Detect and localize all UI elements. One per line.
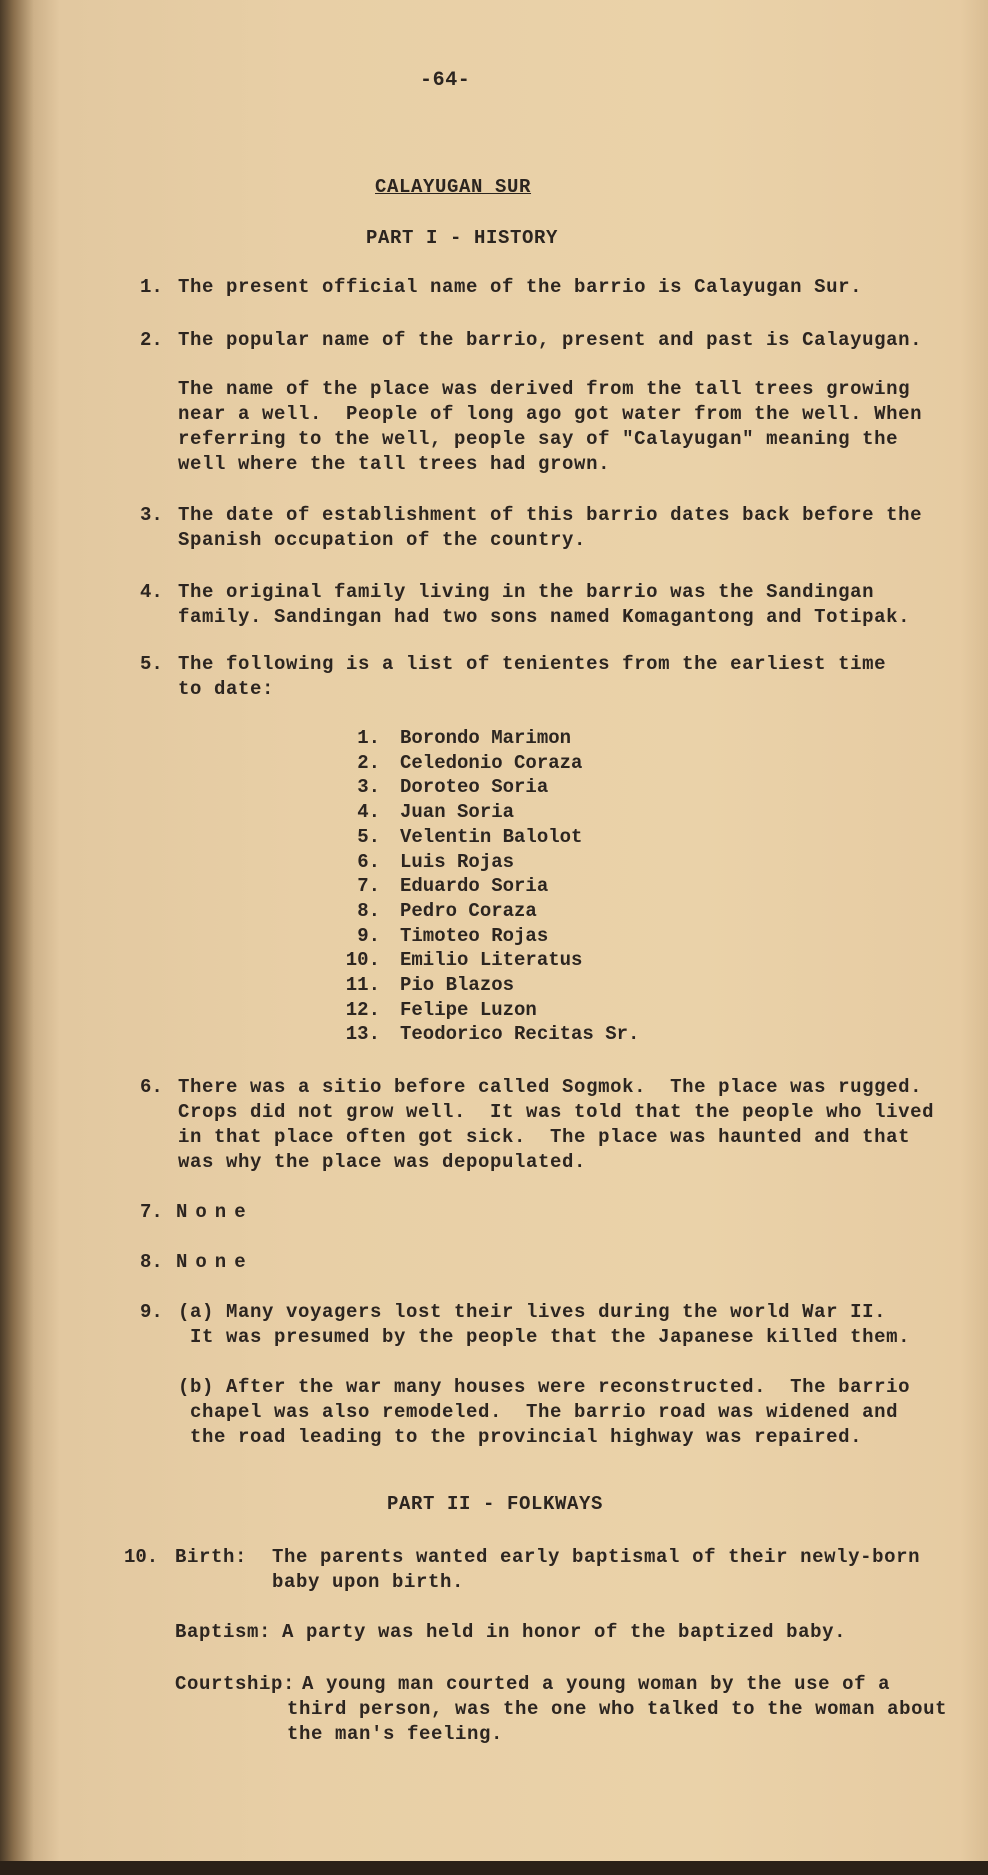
item-number: 6. bbox=[140, 1076, 163, 1098]
birth-line: The parents wanted early baptismal of their newly-born bbox=[272, 1546, 921, 1568]
item-number: 8. bbox=[140, 1251, 163, 1273]
part1-heading: PART I - HISTORY bbox=[366, 227, 559, 249]
teniente-number: 1. bbox=[357, 727, 380, 749]
teniente-name: Doroteo Soria bbox=[400, 776, 549, 798]
teniente-number: 7. bbox=[357, 875, 380, 897]
item3-line: The date of establishment of this barrio dates back before the bbox=[178, 504, 923, 526]
teniente-number: 11. bbox=[345, 974, 380, 996]
item7-text: None bbox=[176, 1201, 254, 1223]
courtship-line: A young man courted a young woman by the use of a bbox=[302, 1673, 891, 1695]
item3-line: Spanish occupation of the country. bbox=[178, 529, 587, 551]
teniente-name: Timoteo Rojas bbox=[400, 925, 549, 947]
item2-para-line: The name of the place was derived from the tall trees growing bbox=[178, 378, 911, 400]
item6-line: in that place often got sick. The place was haunted and that bbox=[178, 1126, 911, 1148]
teniente-number: 4. bbox=[357, 801, 380, 823]
baptism-text: A party was held in honor of the baptized baby. bbox=[282, 1621, 847, 1643]
item-number: 5. bbox=[140, 653, 163, 675]
item6-line: Crops did not grow well. It was told that the people who lived bbox=[178, 1101, 935, 1123]
item2-para-line: well where the tall trees had grown. bbox=[178, 453, 611, 475]
item9b-line: (b) After the war many houses were reconstructed. The barrio bbox=[178, 1376, 911, 1398]
item9b-line: the road leading to the provincial highway was repaired. bbox=[190, 1426, 863, 1448]
teniente-name: Celedonio Coraza bbox=[400, 752, 583, 774]
item-number: 7. bbox=[140, 1201, 163, 1223]
item4-line: family. Sandingan had two sons named Komagantong and Totipak. bbox=[178, 606, 911, 628]
teniente-name: Felipe Luzon bbox=[400, 999, 537, 1021]
teniente-number: 5. bbox=[357, 826, 380, 848]
item-number: 2. bbox=[140, 329, 163, 351]
document-title: CALAYUGAN SUR bbox=[375, 176, 532, 198]
teniente-name: Juan Soria bbox=[400, 801, 515, 823]
teniente-number: 12. bbox=[345, 999, 380, 1021]
teniente-name: Borondo Marimon bbox=[400, 727, 572, 749]
teniente-name: Emilio Literatus bbox=[400, 949, 583, 971]
item9a-line: (a) Many voyagers lost their lives during the world War II. bbox=[178, 1301, 887, 1323]
baptism-label: Baptism: bbox=[175, 1621, 272, 1643]
item4-line: The original family living in the barrio was the Sandingan bbox=[178, 581, 875, 603]
item5-line: to date: bbox=[178, 678, 275, 700]
item-number: 10. bbox=[124, 1546, 159, 1568]
courtship-line: the man's feeling. bbox=[287, 1723, 504, 1745]
teniente-number: 8. bbox=[357, 900, 380, 922]
teniente-name: Teodorico Recitas Sr. bbox=[400, 1023, 640, 1045]
courtship-line: third person, was the one who talked to the woman about bbox=[287, 1698, 948, 1720]
item-number: 4. bbox=[140, 581, 163, 603]
teniente-number: 10. bbox=[345, 949, 380, 971]
teniente-number: 2. bbox=[357, 752, 380, 774]
teniente-name: Velentin Balolot bbox=[400, 826, 583, 848]
item9a-line: It was presumed by the people that the Japanese killed them. bbox=[190, 1326, 911, 1348]
item1-text: The present official name of the barrio is Calayugan Sur. bbox=[178, 276, 863, 298]
item6-line: There was a sitio before called Sogmok. The place was rugged. bbox=[178, 1076, 923, 1098]
teniente-number: 6. bbox=[357, 851, 380, 873]
item2-text: The popular name of the barrio, present and past is Calayugan. bbox=[178, 329, 923, 351]
item8-text: None bbox=[176, 1251, 254, 1273]
item2-para-line: near a well. People of long ago got water from the well. When bbox=[178, 403, 923, 425]
item5-line: The following is a list of tenientes from the earliest time bbox=[178, 653, 887, 675]
teniente-number: 13. bbox=[345, 1023, 380, 1045]
page-number: -64- bbox=[420, 69, 471, 92]
teniente-name: Pio Blazos bbox=[400, 974, 515, 996]
item2-para-line: referring to the well, people say of "Calayugan" meaning the bbox=[178, 428, 899, 450]
teniente-name: Eduardo Soria bbox=[400, 875, 549, 897]
item9b-line: chapel was also remodeled. The barrio road was widened and bbox=[190, 1401, 899, 1423]
birth-line: baby upon birth. bbox=[272, 1571, 465, 1593]
item-number: 1. bbox=[140, 276, 163, 298]
item6-line: was why the place was depopulated. bbox=[178, 1151, 587, 1173]
teniente-number: 9. bbox=[357, 925, 380, 947]
item-number: 3. bbox=[140, 504, 163, 526]
birth-label: Birth: bbox=[175, 1546, 248, 1568]
teniente-name: Pedro Coraza bbox=[400, 900, 537, 922]
teniente-name: Luis Rojas bbox=[400, 851, 515, 873]
item-number: 9. bbox=[140, 1301, 163, 1323]
teniente-number: 3. bbox=[357, 776, 380, 798]
part2-heading: PART II - FOLKWAYS bbox=[387, 1493, 604, 1515]
courtship-label: Courtship: bbox=[175, 1673, 296, 1695]
